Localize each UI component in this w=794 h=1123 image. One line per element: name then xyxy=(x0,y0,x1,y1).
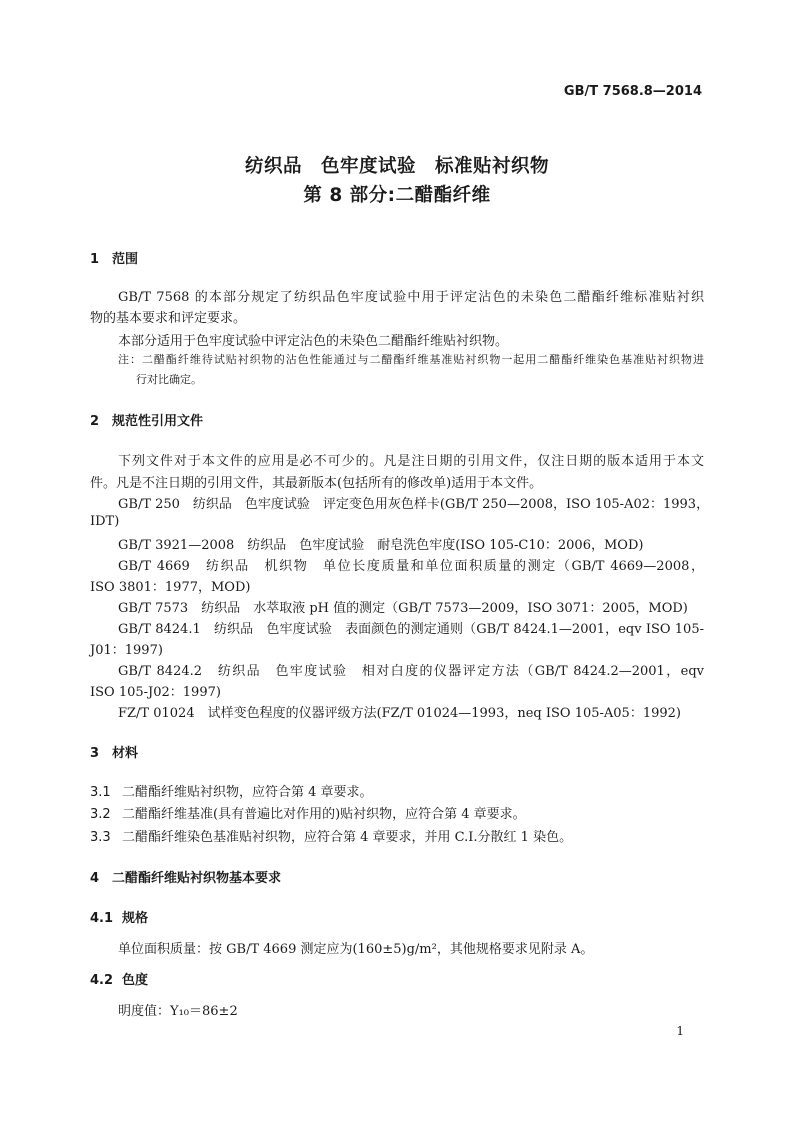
paragraph: 件。凡是不注日期的引用文件，其最新版本(包括所有的修改单)适用于本文件。 xyxy=(90,476,543,491)
section-number: 3 xyxy=(90,746,100,761)
reference-item: GB/T 3921—2008 纺织品 色牢度试验 耐皂洗色牢度(ISO 105-C10：2006，MOD) xyxy=(118,538,644,553)
section-title: 材料 xyxy=(112,746,139,761)
clause-item xyxy=(90,826,572,845)
section-4-heading xyxy=(90,867,281,886)
subsection-title: 色度 xyxy=(122,973,149,988)
reference-item: GB/T 8424.1 纺织品 色牢度试验 表面颜色的测定通则（GB/T 8424.1—2001，eqv ISO 105- xyxy=(118,622,704,637)
section-number: 4 xyxy=(90,871,100,886)
clause-text: 二醋酯纤维染色基准贴衬织物，应符合第 4 章要求，并用 C.I.分散红 1 染色。 xyxy=(122,830,573,845)
section-title: 规范性引用文件 xyxy=(112,414,204,429)
subsection-4-2-heading xyxy=(90,969,148,988)
document-title: 纺织品 色牢度试验 标准贴衬织物 xyxy=(244,156,549,177)
paragraph: GB/T 7568 的本部分规定了纺织品色牢度试验中用于评定沾色的未染色二醋酯纤维标准贴衬织 xyxy=(118,290,704,305)
standard-code: GB/T 7568.8—2014 xyxy=(563,84,702,99)
reference-item: GB/T 7573 纺织品 水萃取液 pH 值的测定（GB/T 7573—2009，ISO 3071：2005，MOD) xyxy=(118,601,688,616)
paragraph: 下列文件对于本文件的应用是必不可少的。凡是注日期的引用文件，仅注日期的版本适用于本文 xyxy=(118,454,704,469)
section-2-heading xyxy=(90,410,203,429)
reference-item: GB/T 8424.2 纺织品 色牢度试验 相对白度的仪器评定方法（GB/T 8424.2—2001，eqv xyxy=(118,664,704,679)
clause-number: 3.1 xyxy=(90,785,111,800)
clause-number: 3.3 xyxy=(90,830,111,845)
clause-text: 二醋酯纤维贴衬织物，应符合第 4 章要求。 xyxy=(122,785,373,800)
paragraph: 单位面积质量：按 GB/T 4669 测定应为(160±5)g/m²，其他规格要求见附录 A。 xyxy=(118,942,594,957)
paragraph: 本部分适用于色牢度试验中评定沾色的未染色二醋酯纤维贴衬织物。 xyxy=(118,334,509,349)
subsection-number: 4.1 xyxy=(90,911,114,926)
note: 行对比确定。 xyxy=(136,373,202,386)
document-subtitle: 第 8 部分:二醋酯纤维 xyxy=(303,185,491,206)
reference-item: J01：1997) xyxy=(90,643,163,658)
note: 注：二醋酯纤维待试贴衬织物的沾色性能通过与二醋酯纤维基准贴衬织物一起用二醋酯纤维染色基准贴衬织物进 xyxy=(118,353,704,366)
paragraph: 明度值：Y₁₀＝86±2 xyxy=(118,1004,238,1019)
section-number: 2 xyxy=(90,414,100,429)
paragraph: 物的基本要求和评定要求。 xyxy=(90,311,247,326)
section-number: 1 xyxy=(90,252,100,267)
section-title: 范围 xyxy=(112,252,139,267)
reference-item: FZ/T 01024 试样变色程度的仪器评级方法(FZ/T 01024—1993，neq ISO 105-A05：1992) xyxy=(118,706,681,721)
page-number: 1 xyxy=(676,1024,684,1038)
reference-item: GB/T 4669 纺织品 机织物 单位长度质量和单位面积质量的测定（GB/T 4669—2008， xyxy=(118,559,704,574)
clause-number: 3.2 xyxy=(90,807,111,822)
reference-item: ISO 105-J02：1997) xyxy=(90,685,221,700)
subsection-number: 4.2 xyxy=(90,973,114,988)
clause-item xyxy=(90,781,373,800)
clause-text: 二醋酯纤维基准(具有普遍比对作用的)贴衬织物，应符合第 4 章要求。 xyxy=(122,807,526,822)
subsection-4-1-heading xyxy=(90,907,148,926)
section-1-heading xyxy=(90,248,138,267)
section-title: 二醋酯纤维贴衬织物基本要求 xyxy=(112,871,282,886)
reference-item: GB/T 250 纺织品 色牢度试验 评定变色用灰色样卡(GB/T 250—2008，ISO 105-A02：1993， xyxy=(118,497,710,512)
reference-item: ISO 3801：1977，MOD) xyxy=(90,580,251,595)
section-3-heading xyxy=(90,742,138,761)
reference-item: IDT) xyxy=(90,514,120,529)
clause-item xyxy=(90,803,526,822)
subsection-title: 规格 xyxy=(122,911,149,926)
